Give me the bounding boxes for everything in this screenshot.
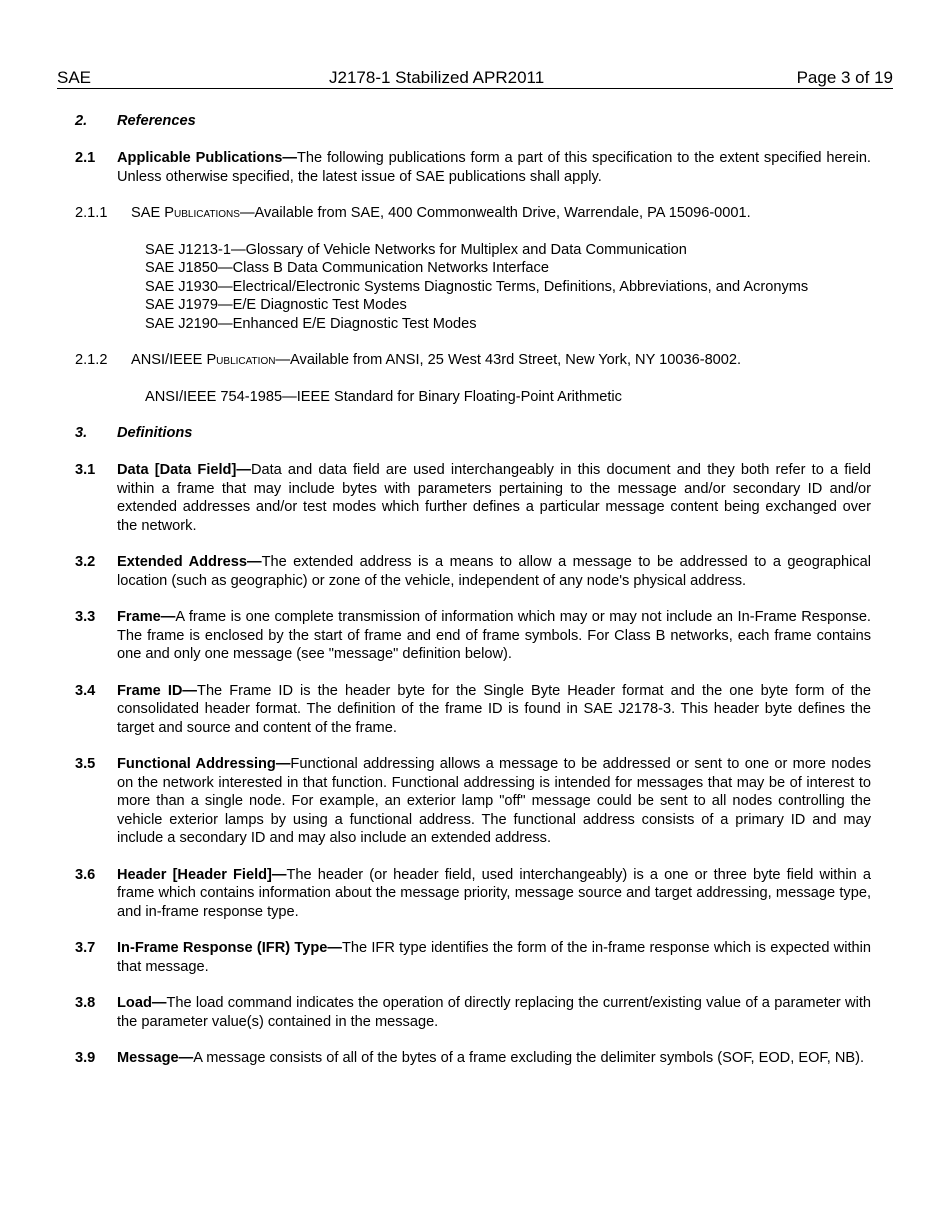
definition-term: Frame— <box>117 609 176 625</box>
definition-body <box>117 866 871 922</box>
definition-text: Data and data field are used interchangeably in this document and they both refer to a field within a frame that may include bytes with parameters pertaining to the message and/or secondary ID and/or extended addresses and/or test modes which further defines a particular message content being exchanged over the network. <box>117 462 871 534</box>
paragraph-text: —Available from ANSI, 25 West 43rd Street, New York, NY 10036-8002. <box>275 352 742 368</box>
definition-3-3 <box>75 608 871 664</box>
definition-body <box>117 682 871 738</box>
definition-body <box>117 939 871 976</box>
definition-number: 3.2 <box>75 554 96 570</box>
section-title: Definitions <box>117 425 193 441</box>
paragraph-body <box>131 351 741 370</box>
definition-term: Header [Header Field]— <box>117 866 287 883</box>
sae-reference-list <box>145 241 871 334</box>
definition-text: A message consists of all of the bytes of a frame excluding the delimiter symbols (SOF, EOD, EOF, NB). <box>193 1050 865 1066</box>
header-document-id: J2178-1 Stabilized APR2011 <box>329 68 545 87</box>
section-number: 2. <box>75 113 88 129</box>
reference-item: SAE J1979—E/E Diagnostic Test Modes <box>145 297 407 313</box>
document-body <box>75 112 871 1086</box>
publication-label-prefix: SAE <box>131 205 165 221</box>
definition-text: The extended address is a means to allow a message to be addressed to a geographical location (such as geographic) or zone of the vehicle, independent of any node's physical address. <box>117 554 871 589</box>
reference-item: SAE J1930—Electrical/Electronic Systems Diagnostic Terms, Definitions, Abbreviations, and Acronyms <box>145 278 809 295</box>
paragraph-text: —Available from SAE, 400 Commonwealth Drive, Warrendale, PA 15096-0001. <box>239 205 751 221</box>
definition-term: Data [Data Field]— <box>117 462 251 478</box>
section-title: References <box>117 113 196 129</box>
definition-number: 3.3 <box>75 609 96 625</box>
definition-text: The load command indicates the operation of directly replacing the current/existing value of a parameter with the parameter value(s) contained in the message. <box>117 995 871 1030</box>
definition-text: Functional addressing allows a message to be addressed or sent to one or more nodes on the network interested in that function. Functional addressing is intended for messages that may be of interest to more than a single node. For example, an exterior lamp "off" message could be sent to all nodes controlling the vehicle exterior lamps by using a functional address. The functional address consists of a primary ID and may include a secondary ID and may also include an extended address. <box>117 756 871 846</box>
paragraph-body <box>131 204 751 223</box>
definition-3-5 <box>75 755 871 848</box>
reference-item: SAE J1850—Class B Data Communication Networks Interface <box>145 260 549 276</box>
definition-text: The header (or header field, used interchangeably) is a one or three byte field within a frame which contains information about the message priority, message source and target addressing, message type, and in-frame response type. <box>117 866 871 920</box>
paragraph-2-1-2 <box>75 351 871 370</box>
definition-body <box>117 1049 871 1068</box>
publication-label: Publication <box>206 352 276 368</box>
definition-term: Frame ID— <box>117 682 198 699</box>
definition-body <box>117 994 871 1031</box>
publication-label-prefix: ANSI/IEEE <box>131 352 207 368</box>
definition-body <box>117 755 871 848</box>
definition-term: Functional Addressing— <box>117 756 291 772</box>
reference-item: SAE J1213-1—Glossary of Vehicle Networks for Multiplex and Data Communication <box>145 241 687 258</box>
definition-3-4 <box>75 682 871 738</box>
definition-3-2 <box>75 553 871 590</box>
definition-body <box>117 608 871 664</box>
ansi-reference-list <box>145 388 871 407</box>
definition-number: 3.1 <box>75 462 96 478</box>
definition-term: In-Frame Response (IFR) Type— <box>117 940 342 956</box>
paragraph-2-1-1 <box>75 204 871 223</box>
section-heading-definitions <box>75 424 871 443</box>
definition-number: 3.5 <box>75 756 96 772</box>
reference-item: SAE J2190—Enhanced E/E Diagnostic Test Modes <box>145 315 477 332</box>
definition-number: 3.9 <box>75 1050 96 1066</box>
definition-3-8 <box>75 994 871 1031</box>
definition-text: A frame is one complete transmission of information which may or may not include an In-Frame Response. The frame is enclosed by the start of frame and end of frame symbols. For Class B networks, each frame contains one and only one message (see "message" definition below). <box>117 609 871 662</box>
header-page-number: Page 3 of 19 <box>796 68 893 87</box>
definition-term: Load— <box>117 995 167 1011</box>
definition-3-1 <box>75 461 871 535</box>
paragraph-number: 2.1 <box>75 150 96 166</box>
paragraph-body <box>117 149 871 186</box>
definition-number: 3.8 <box>75 995 96 1011</box>
definition-text: The IFR type identifies the form of the in-frame response which is expected within that message. <box>117 940 871 975</box>
paragraph-number: 2.1.1 <box>75 205 108 221</box>
definition-3-6 <box>75 866 871 922</box>
paragraph-2-1 <box>75 149 871 186</box>
definition-body <box>117 461 871 535</box>
definition-number: 3.7 <box>75 940 96 956</box>
section-heading-references <box>75 112 871 131</box>
definition-number: 3.6 <box>75 866 96 883</box>
paragraph-text: The following publications form a part of this specification to the extent specified herein. Unless otherwise specified, the latest issue of SAE publications shall apply. <box>117 150 871 185</box>
header-org: SAE <box>57 68 92 87</box>
section-number: 3. <box>75 425 88 441</box>
definition-3-9 <box>75 1049 871 1068</box>
reference-item: ANSI/IEEE 754-1985—IEEE Standard for Binary Floating-Point Arithmetic <box>145 388 622 405</box>
definition-3-7 <box>75 939 871 976</box>
paragraph-lead: Applicable Publications— <box>117 150 297 166</box>
publication-label: Publications <box>164 205 240 221</box>
definition-text: The Frame ID is the header byte for the Single Byte Header format and the one byte form of the consolidated header format. The definition of the frame ID is found in SAE J2178-3. This header byte defines the target and source and content of the frame. <box>117 682 871 736</box>
paragraph-number: 2.1.2 <box>75 352 108 368</box>
definition-term: Message— <box>117 1050 194 1066</box>
definition-term: Extended Address— <box>117 554 262 570</box>
page-header <box>57 68 893 89</box>
definition-body <box>117 553 871 590</box>
definition-number: 3.4 <box>75 682 96 699</box>
